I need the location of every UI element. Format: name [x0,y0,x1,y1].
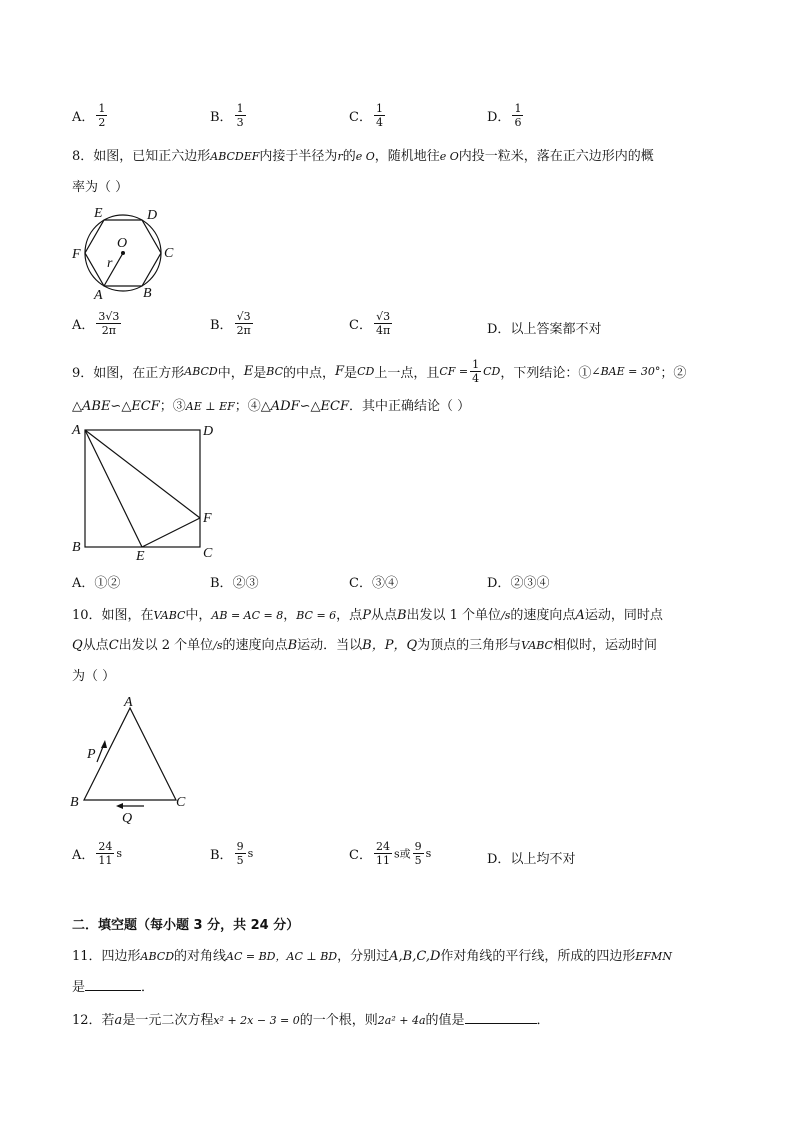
option-text: ②③ [232,576,259,591]
option-letter: D． [487,852,511,867]
math: BC [266,365,283,378]
option-letter: B． [210,110,233,125]
text: ，随机地往 [374,149,440,164]
denominator: 5 [414,854,422,867]
denominator: 11 [98,854,113,867]
math: VABC [153,609,186,622]
unit: s [116,847,123,860]
label-b: B [70,795,79,810]
text: ；③ [159,399,186,414]
option-text: 以上答案都不对 [510,322,602,337]
q11-line-1 [72,945,672,964]
label-c: C [203,546,213,560]
line-ef [142,518,200,547]
denominator: 5 [236,854,244,867]
option-letter: C． [349,110,372,125]
arrow-p-head [101,740,107,748]
arrow-q-head [116,803,123,809]
option-letter: C． [349,848,372,863]
numerator: 1 [236,102,244,115]
text: 是 [253,366,267,381]
text: 出发以 1 个单位 [406,608,502,623]
math: F [335,364,345,379]
fraction [96,102,107,129]
q9-option-b [210,572,259,591]
label-d: D [147,208,158,223]
math: 2a² + 4a [377,1014,426,1027]
text: 中， [217,366,244,381]
option-letter: B． [210,576,233,591]
text: 作对角线的平行线，所成的四边形 [440,949,636,964]
denominator: 2 [98,116,106,129]
q9-line-2 [72,395,470,414]
fraction [512,102,523,129]
q11-line-2 [72,976,154,995]
math: r [337,150,343,163]
text: ；④ [234,399,261,414]
math: AC = BD，AC ⊥ BD [226,950,338,963]
section-2-title: 二．填空题（每小题 3 分，共 24 分） [72,918,300,933]
math: CD [357,365,375,378]
option-letter: B． [210,318,233,333]
denominator: 2π [101,324,117,337]
math: A [575,608,585,623]
answer-blank[interactable] [85,978,141,991]
label-b: B [72,540,81,555]
math: /s [501,609,511,622]
text: 运动．当以 [297,638,363,653]
text: 从点 [82,638,109,653]
numerator: 1 [472,358,480,371]
text: 从点 [370,608,397,623]
answer-blank[interactable] [465,1011,537,1024]
label-q: Q [122,811,133,826]
denominator: 6 [514,116,522,129]
numerator: 24 [375,840,390,853]
q8-option-d [487,318,601,337]
numerator: 3√3 [98,310,120,323]
math: e O [355,150,375,163]
fraction [374,102,385,129]
q8-option-b [210,310,255,337]
denominator: 2π [236,324,251,337]
text: 出发以 2 个单位 [118,638,214,653]
numerator: 9 [236,840,244,853]
fraction [413,840,424,867]
denominator: 4 [472,372,480,385]
q10-line-2 [72,634,657,653]
math: ABCD [140,950,175,963]
q10-option-c [349,840,431,867]
q10-triangle-figure [68,694,198,826]
text: 的速度向点 [222,638,288,653]
square [85,430,200,547]
line-ae [85,430,142,547]
option-text: ②③④ [510,576,550,591]
option-letter: C． [349,318,372,333]
numerator: √3 [236,310,251,323]
fraction [235,102,246,129]
math: P [362,608,371,623]
denominator: 3 [236,116,244,129]
q7-option-d [487,102,525,129]
q10-line-1 [72,604,663,623]
option-letter: D． [487,322,511,337]
triangle [84,708,176,800]
math: e O [439,150,459,163]
unit: s [247,847,254,860]
text: ． [141,980,155,995]
text: 的对角线 [174,949,227,964]
option-letter: A． [72,576,95,591]
fraction [470,358,481,385]
option-letter: A． [72,318,95,333]
text: 10．如图，在 [72,608,154,623]
text: ；② [660,366,687,381]
text: 8．如图，已知正六边形 [72,149,211,164]
q8-line-1 [72,145,654,164]
math: x² + 2x − 3 = 0 [213,1014,300,1027]
label-e: E [94,206,103,221]
text: ，下列结论：① [500,366,592,381]
option-letter: C． [349,576,372,591]
q7-option-b [210,102,248,129]
text: ． [536,1013,550,1028]
text: 内投一粒米，落在正六边形内的概 [458,149,654,164]
option-text: ③④ [371,576,398,591]
text: 的速度向点 [510,608,576,623]
label-d: D [203,424,214,439]
text: 运动，同时点 [584,608,663,623]
numerator: 9 [414,840,422,853]
math: ABCD [184,365,218,378]
math: BC = 6 [296,609,337,622]
fraction [235,840,246,867]
text: 内接于半径为 [259,149,338,164]
label-o: O [117,236,128,251]
label-c: C [164,246,174,261]
label-p: P [87,747,96,762]
math: CD [483,365,501,378]
math: B [396,608,407,623]
text: 的 [342,149,356,164]
math: ∠BAE = 30° [591,365,661,378]
math: CF = [439,365,469,378]
text: 率为（ ） [72,180,129,195]
label-a: A [94,288,103,303]
denominator: 4 [375,116,383,129]
numerator: 24 [98,840,113,853]
q8-option-c [349,310,394,337]
q8-hexagon-figure [70,204,180,304]
q9-option-a [72,572,120,591]
option-letter: B． [210,848,233,863]
label-e: E [136,549,145,560]
math: A,B,C,D [389,949,441,964]
text: ．其中正确结论（ ） [348,399,471,414]
math: AB = AC = 8 [211,609,284,622]
unit: s [425,847,432,860]
math: a [114,1013,123,1028]
math: AE ⊥ EF [185,400,235,413]
text: 12．若 [72,1013,115,1028]
label-f: F [72,247,81,262]
text: 9．如图，在正方形 [72,366,185,381]
text: 11．四边形 [72,949,141,964]
q9-square-figure [70,420,220,560]
text: 上一点，且 [374,366,440,381]
q10-line-3 [72,665,115,684]
option-letter: A． [72,848,95,863]
math: B [287,638,298,653]
math: EFMN [635,950,672,963]
text: 的值是 [425,1013,465,1028]
numerator: 1 [375,102,383,115]
label-a: A [124,695,133,710]
text: 中， [185,608,212,623]
math: ABCDEF [210,150,260,163]
q9-line-1 [72,358,686,385]
text: ， [283,608,297,623]
q10-option-a [72,840,122,867]
math: Q [72,638,83,653]
text: 相似时，运动时间 [552,638,657,653]
q9-option-d [487,572,549,591]
text: 是 [344,366,358,381]
label-r: r [107,256,113,271]
text: ，分别过 [337,949,390,964]
label-f: F [203,511,212,526]
text: 是一元二次方程 [122,1013,214,1028]
numerator: 1 [514,102,522,115]
q10-option-d [487,848,575,867]
fraction [96,840,114,867]
q8-line-2 [72,176,128,195]
option-letter: A． [72,110,95,125]
denominator: 4π [375,324,391,337]
label-c: C [176,795,186,810]
math: E [243,364,254,379]
text: ，点 [336,608,363,623]
math: △ABE∽△ECF [72,399,160,414]
text: 为（ ） [72,669,116,684]
label-a: A [72,423,81,438]
math: VABC [521,639,553,652]
center-point [121,251,125,255]
line-af [85,430,200,518]
fraction [374,840,392,867]
denominator: 11 [375,854,390,867]
option-letter: D． [487,110,511,125]
text: 为顶点的三角形与 [417,638,522,653]
text: 的一个根，则 [299,1013,378,1028]
math: B，P，Q [362,638,418,653]
label-b: B [143,286,152,301]
math: /s [213,639,223,652]
text: 是 [72,980,86,995]
fraction [374,310,392,337]
q7-option-a [72,102,109,129]
option-letter: D． [487,576,511,591]
q10-option-b [210,840,253,867]
q9-option-c [349,572,398,591]
math: C [108,638,119,653]
fraction [235,310,253,337]
math: △ADF∽△ECF [260,399,349,414]
fraction [96,310,121,337]
option-text: ①② [94,576,121,591]
q8-option-a [72,310,123,337]
q12-line-1 [72,1009,550,1028]
numerator: 1 [98,102,106,115]
q7-option-c [349,102,387,129]
numerator: √3 [376,310,391,323]
unit: s或 [393,847,411,861]
text: 的中点， [283,366,336,381]
option-text: 以上均不对 [510,852,576,867]
